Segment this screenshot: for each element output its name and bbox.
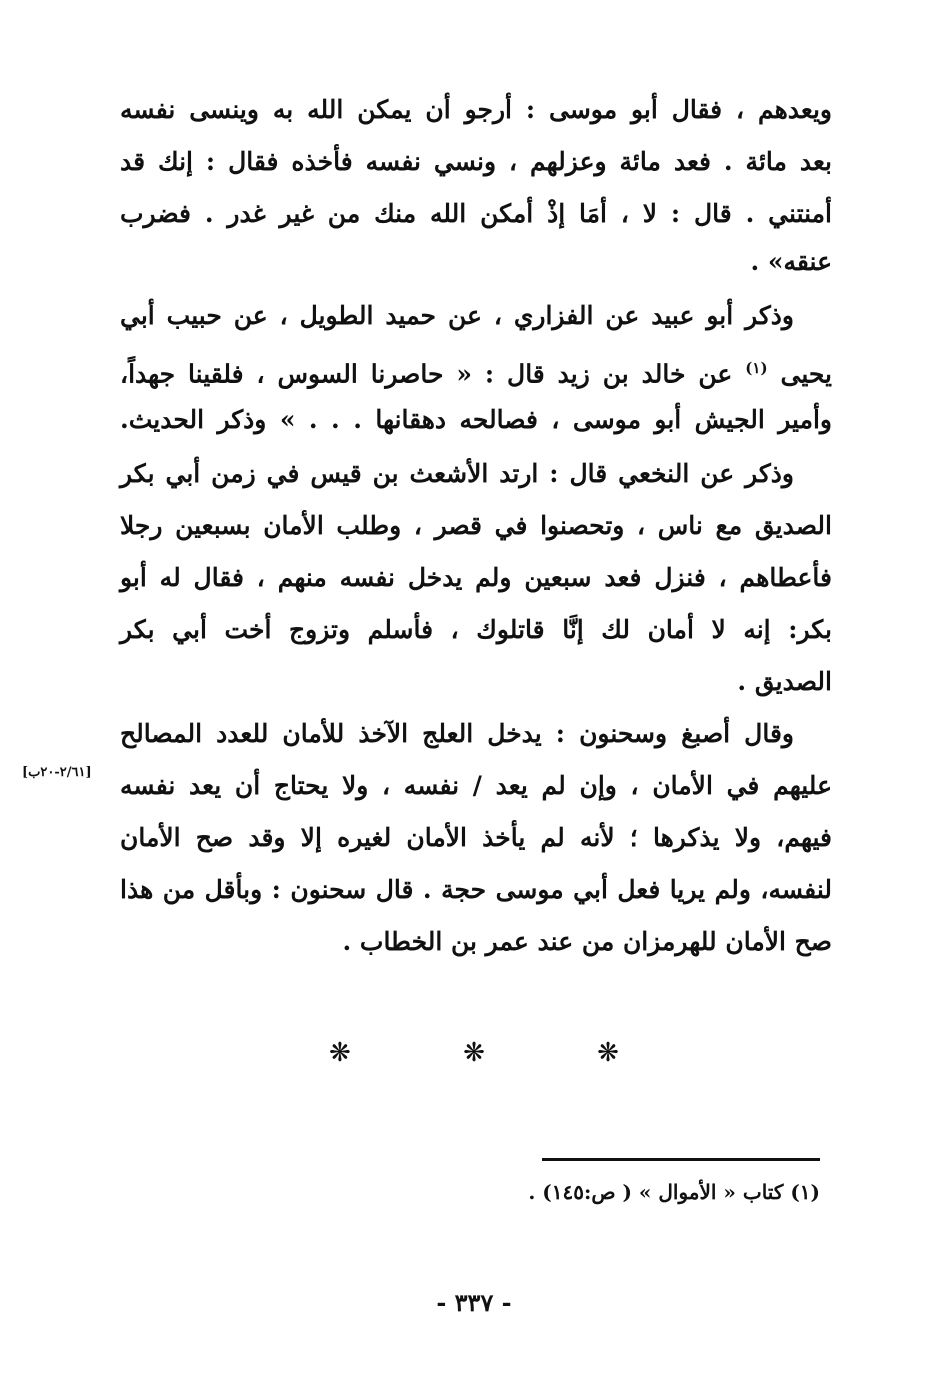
manuscript-folio-marker: [٢/٦١-٢٠ب] xyxy=(22,765,92,780)
text-line: الصديق . xyxy=(737,667,832,696)
page-number: - ٣٣٧ - xyxy=(436,1288,512,1317)
section-separator: ❋ ❋ ❋ xyxy=(329,1038,671,1068)
footnote: (١) كتاب « الأموال » ( ص:١٤٥) . xyxy=(528,1180,820,1204)
text-line: وذكر أبو عبيد عن الفزاري ، عن حميد الطويل ، عن حبيب أبي xyxy=(120,301,794,330)
text-line: أمنتني . قال : لا ، أمَا إذْ أمكن الله منك من غير غدر . فضرب xyxy=(120,199,832,228)
text-line: وأمير الجيش أبو موسى ، فصالحه دهقانها . . . » وذكر الحديث. xyxy=(120,405,832,434)
text-line: بعد مائة . فعد مائة وعزلهم ، ونسي نفسه فأخذه فقال : إنك قد xyxy=(120,147,832,176)
paragraph-3 xyxy=(120,448,832,708)
footnote-divider xyxy=(542,1158,820,1161)
text-line: عليهم في الأمان ، وإن لم يعد / نفسه ، ولا يحتاج أن يعد نفسه xyxy=(120,771,832,800)
text-line: بكر: إنه لا أمان لك إنَّا قاتلوك ، فأسلم وتزوج أخت أبي بكر xyxy=(120,615,832,644)
text-line: فأعطاهم ، فنزل فعد سبعين ولم يدخل نفسه منهم ، فقال له أبو xyxy=(120,563,832,592)
paragraph-4 xyxy=(120,708,832,968)
text-line xyxy=(120,342,832,394)
text-line: وقال أصبغ وسحنون : يدخل العلج الآخذ للأمان للعدد المصالح xyxy=(120,719,794,748)
text-line: عنقه» . xyxy=(750,247,832,276)
text-line: وذكر عن النخعي قال : ارتد الأشعث بن قيس في زمن أبي بكر xyxy=(120,459,794,488)
footnote-reference[interactable]: (١) xyxy=(745,359,768,377)
text-line: ويعدهم ، فقال أبو موسى : أرجو أن يمكن الله به وينسى نفسه xyxy=(120,95,832,124)
text-line: فيهم، ولا يذكرها ؛ لأنه لم يأخذ الأمان لغيره إلا وقد صح الأمان xyxy=(120,823,832,852)
paragraph-1 xyxy=(120,84,832,284)
text-line: صح الأمان للهرمزان من عند عمر بن الخطاب . xyxy=(342,927,832,956)
text-line: الصديق مع ناس ، وتحصنوا في قصر ، وطلب الأمان بسبعين رجلا xyxy=(120,511,832,540)
text-line: لنفسه، ولم يريا فعل أبي موسى حجة . قال سحنون : وبأقل من هذا xyxy=(120,875,832,904)
paragraph-2 xyxy=(120,290,832,446)
text-fragment: يحيى xyxy=(780,359,832,389)
text-fragment: عن خالد بن زيد قال : « حاصرنا السوس ، فلقينا جهداً، xyxy=(120,359,733,389)
